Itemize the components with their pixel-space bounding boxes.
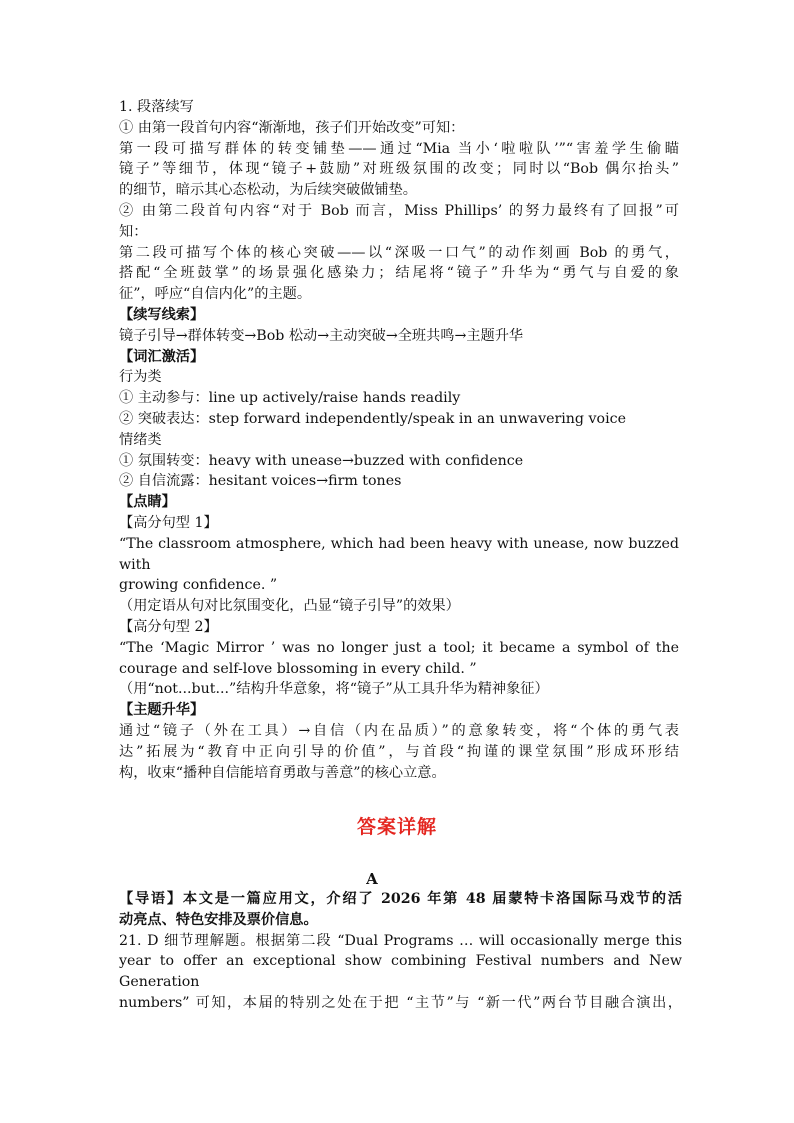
text-line: 【点睛】 — [119, 494, 176, 511]
text-line: 知： — [119, 223, 148, 240]
text-line: （用“not...but...”结构升华意象，将“镜子”从工具升华为精神象征） — [119, 681, 549, 698]
text-line: 搭配“全班鼓掌”的场景强化感染力；结尾将“镜子”升华为“勇气与自爱的象 — [119, 265, 679, 282]
text-line: 【高分句型 1】 — [119, 514, 218, 531]
text-line: 达”拓展为“教育中正向引导的价值”，与首段“拘谨的课堂氛围”形成环形结 — [119, 743, 679, 760]
analysis-section — [119, 97, 679, 783]
text-line: 【高分句型 2】 — [119, 618, 218, 635]
text-line: 21. D 细节理解题。根据第二段 “Dual Programs … will occasionally merge this — [119, 932, 682, 949]
text-line: numbers” 可知，本届的特别之处在于把 “主节”与 “新一代”两台节目融合演出， — [119, 994, 682, 1011]
text-line: 【导语】本文是一篇应用文，介绍了 2026 年第 48 届蒙特卡洛国际马戏节的活 — [119, 891, 682, 907]
text-line: 行为类 — [119, 369, 162, 386]
text-line: 镜子”等细节，体现“镜子+鼓励”对班级氛围的改变；同时以“Bob 偶尔抬头” — [119, 161, 679, 178]
text-line: 【续写线索】 — [119, 306, 205, 323]
text-line: growing confidence. ” — [119, 577, 278, 594]
text-line: 构，收束“播种自信能培育勇敢与善意”的核心立意。 — [119, 764, 446, 781]
text-line: 【主题升华】 — [119, 702, 205, 719]
text-line: ② 自信流露：hesitant voices→firm tones — [119, 473, 402, 490]
text-line: 【词汇激活】 — [119, 348, 205, 365]
text-line: “The classroom atmosphere, which had been heavy with unease, now buzzed with — [119, 535, 679, 573]
text-line: ② 由第二段首句内容“对于 Bob 而言，Miss Phillips’ 的努力最终有了回报”可 — [119, 202, 679, 219]
answer-explanation — [119, 889, 682, 1014]
text-line: 征”，呼应“自信内化”的主题。 — [119, 286, 312, 303]
text-line: 第二段可描写个体的核心突破——以“深吸一口气”的动作刻画 Bob 的勇气， — [119, 244, 679, 261]
text-line: 1. 段落续写 — [119, 99, 194, 115]
text-line: 的细节，暗示其心态松动，为后续突破做铺垫。 — [119, 182, 417, 199]
text-line: ① 由第一段首句内容“渐渐地，孩子们开始改变”可知： — [119, 119, 465, 136]
text-line: courage and self-love blossoming in every child. ” — [119, 660, 477, 677]
text-line: 情绪类 — [119, 431, 162, 448]
text-line: 镜子引导→群体转变→Bob 松动→主动突破→全班共鸣→主题升华 — [119, 327, 524, 344]
section-letter: A — [366, 870, 378, 888]
text-line: ① 氛围转变：heavy with unease→buzzed with confidence — [119, 452, 524, 469]
text-line: 通过“镜子（外在工具）→自信（内在品质）”的意象转变，将“个体的勇气表 — [119, 722, 679, 739]
text-line: year to offer an exceptional show combining Festival numbers and New Generation — [119, 953, 682, 991]
answer-title: 答案详解 — [356, 816, 437, 838]
text-line: （用定语从句对比氛围变化，凸显“镜子引导”的效果） — [119, 598, 460, 615]
text-line: ① 主动参与：line up actively/raise hands readily — [119, 390, 461, 407]
text-line: 第一段可描写群体的转变铺垫——通过“Mia 当小‘啦啦队’”“害羞学生偷瞄 — [119, 140, 679, 157]
text-line: 动亮点、特色安排及票价信息。 — [119, 911, 318, 928]
text-line: ② 突破表达：step forward independently/speak in an unwavering voice — [119, 410, 626, 427]
text-line: “The ‘Magic Mirror ’ was no longer just a tool; it became a symbol of the — [119, 639, 679, 656]
